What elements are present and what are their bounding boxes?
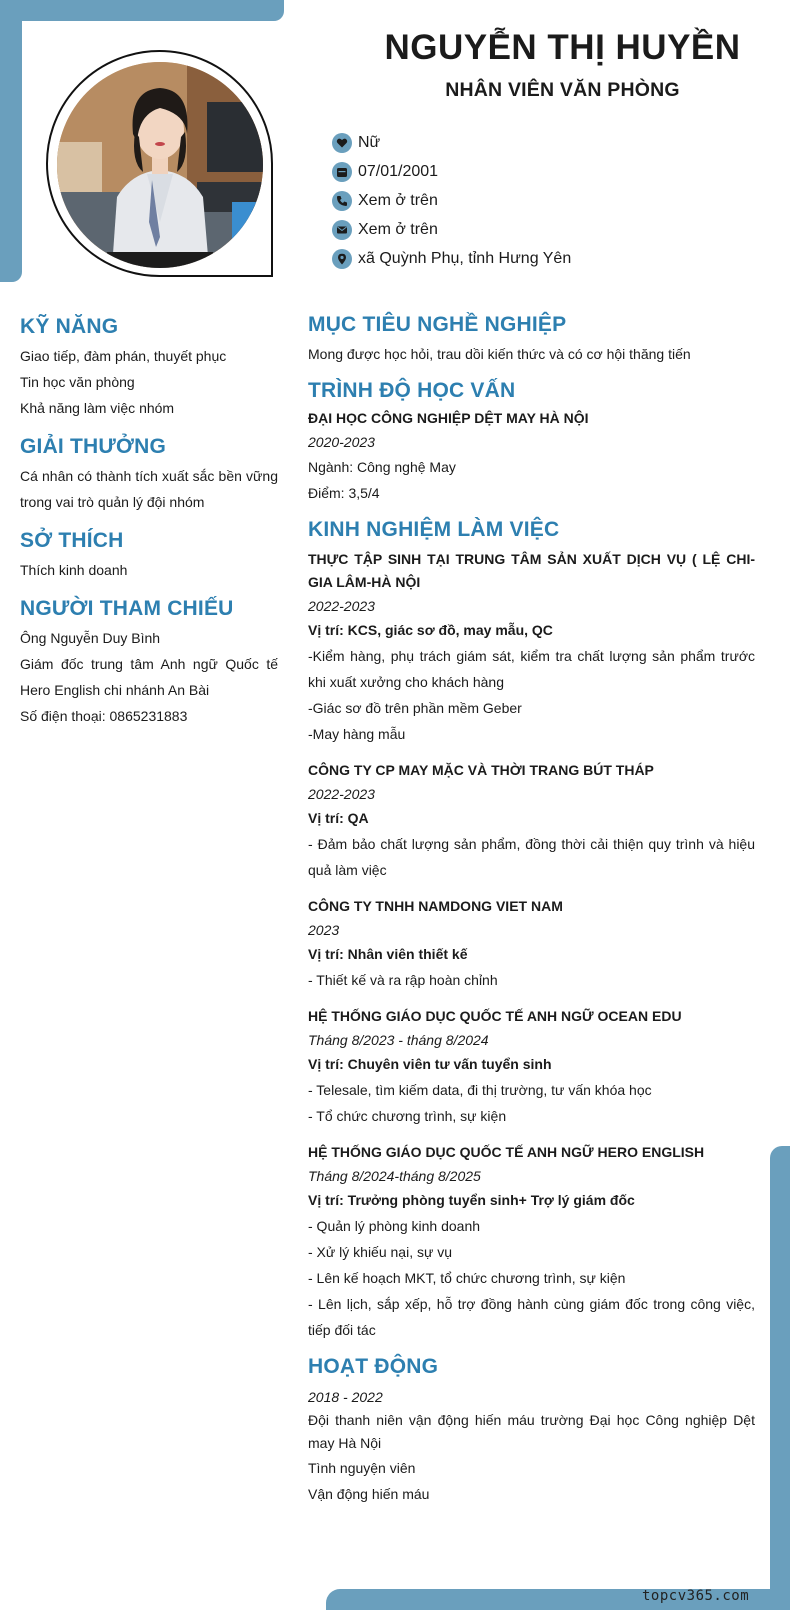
gender-value: Nữ (358, 133, 381, 151)
job-duty: - Lên kế hoạch MKT, tổ chức chương trình, sự kiện (308, 1270, 626, 1286)
calendar-icon (332, 162, 352, 182)
candidate-name: NGUYỄN THỊ HUYỀN (384, 28, 741, 67)
activity-item: Vận động hiến máu (308, 1486, 430, 1502)
phone-value: Xem ở trên (358, 191, 438, 209)
skill-item: Tin học văn phòng (20, 374, 135, 390)
contact-phone (332, 186, 571, 215)
activity-period: 2018 - 2022 (308, 1389, 383, 1405)
awards-heading: GIẢI THƯỞNG (20, 435, 167, 458)
skills-heading: KỸ NĂNG (20, 315, 119, 338)
activity-entry (308, 1385, 755, 1507)
skill-item: Khả năng làm việc nhóm (20, 400, 175, 416)
decor-bar-left (0, 0, 22, 282)
contact-gender (332, 128, 571, 157)
contact-birthday (332, 157, 571, 186)
job-company: THỰC TẬP SINH TẠI TRUNG TÂM SẢN XUẤT DỊCH VỤ ( LỆ CHI-GIA LÂM-HÀ NỘI (308, 551, 755, 590)
hobbies-text: Thích kinh doanh (20, 562, 128, 578)
job-duty: -May hàng mẫu (308, 726, 406, 742)
job-role: Vị trí: KCS, giác sơ đồ, may mẫu, QC (308, 622, 553, 638)
job-duty: - Quản lý phòng kinh doanh (308, 1218, 481, 1234)
experience-heading: KINH NGHIỆM LÀM VIỆC (308, 518, 560, 541)
job-company: CÔNG TY CP MAY MẶC VÀ THỜI TRANG BÚT THÁP (308, 762, 654, 778)
job-duty: - Lên lịch, sắp xếp, hỗ trợ đồng hành cùng giám đốc trong công việc, tiếp đối tác (308, 1296, 755, 1338)
job-period: Tháng 8/2023 - tháng 8/2024 (308, 1032, 489, 1048)
job-period: Tháng 8/2024-tháng 8/2025 (308, 1168, 481, 1184)
skill-item: Giao tiếp, đàm phán, thuyết phục (20, 348, 227, 364)
job-period: 2022-2023 (308, 786, 375, 802)
job-duty: - Đảm bảo chất lượng sản phẩm, đồng thời cải thiện quy trình và hiệu quả làm việc (308, 836, 755, 878)
contact-email (332, 215, 571, 244)
activities-heading: HOẠT ĐỘNG (308, 1355, 439, 1378)
decor-bar-top (0, 0, 284, 21)
job-period: 2023 (308, 922, 340, 938)
education-entry (308, 407, 755, 506)
reference-role: Giám đốc trung tâm Anh ngữ Quốc tế Hero English chi nhánh An Bài (20, 656, 278, 698)
decor-bar-right (770, 1146, 790, 1590)
education-heading: TRÌNH ĐỘ HỌC VẤN (308, 379, 516, 402)
job-role: Vị trí: Chuyên viên tư vấn tuyển sinh (308, 1056, 552, 1072)
location-icon (332, 249, 352, 269)
job-company: HỆ THỐNG GIÁO DỤC QUỐC TẾ ANH NGỮ HERO ENGLISH (308, 1144, 705, 1160)
education-score: Điểm: 3,5/4 (308, 485, 380, 501)
activity-item: Tình nguyện viên (308, 1460, 416, 1476)
reference-phone: Số điện thoại: 0865231883 (20, 708, 188, 724)
address-value: xã Quỳnh Phụ, tỉnh Hưng Yên (358, 249, 572, 267)
job-duty: -Kiểm hàng, phụ trách giám sát, kiểm tra chất lượng sản phẩm trước khi xuất xưởng cho khách hàng (308, 648, 755, 690)
job-duty: - Xử lý khiếu nại, sự vụ (308, 1244, 453, 1260)
gender-icon (332, 133, 352, 153)
reference-name: Ông Nguyễn Duy Bình (20, 630, 161, 646)
references-heading: NGƯỜI THAM CHIẾU (20, 597, 234, 620)
job-entry (308, 759, 755, 883)
contact-address (332, 244, 571, 273)
job-role: Vị trí: Trưởng phòng tuyển sinh+ Trợ lý giám đốc (308, 1192, 635, 1208)
job-company: HỆ THỐNG GIÁO DỤC QUỐC TẾ ANH NGỮ OCEAN EDU (308, 1008, 682, 1024)
activity-description: Đội thanh niên vận động hiến máu trường Đại học Công nghiệp Dệt may Hà Nội (308, 1412, 755, 1451)
phone-icon (332, 191, 352, 211)
job-duty: - Thiết kế và ra rập hoàn chỉnh (308, 972, 498, 988)
watermark: topcv365.com (642, 1588, 750, 1604)
contact-info (332, 128, 571, 273)
right-column (308, 313, 755, 1507)
job-entry (308, 1141, 755, 1343)
job-period: 2022-2023 (308, 598, 375, 614)
left-column (20, 315, 278, 729)
school-name: ĐẠI HỌC CÔNG NGHIỆP DỆT MAY HÀ NỘI (308, 410, 589, 426)
job-entry (308, 1005, 755, 1129)
hobbies-heading: SỞ THÍCH (20, 529, 124, 552)
job-entry (308, 895, 755, 993)
job-role: Vị trí: QA (308, 810, 369, 826)
job-duty: - Tổ chức chương trình, sự kiện (308, 1108, 507, 1124)
birthday-value: 07/01/2001 (358, 162, 439, 180)
job-duty: - Telesale, tìm kiếm data, đi thị trường, tư vấn khóa học (308, 1082, 652, 1098)
skills-list (20, 343, 278, 421)
education-period: 2020-2023 (308, 434, 375, 450)
objective-text: Mong được học hỏi, trau dồi kiến thức và có cơ hội thăng tiến (308, 346, 691, 362)
job-role: Vị trí: Nhân viên thiết kế (308, 946, 468, 962)
job-company: CÔNG TY TNHH NAMDONG VIET NAM (308, 898, 563, 914)
job-entry (308, 548, 755, 747)
awards-text: Cá nhân có thành tích xuất sắc bền vững trong vai trò quản lý đội nhóm (20, 468, 278, 510)
email-value: Xem ở trên (358, 220, 438, 238)
job-title: NHÂN VIÊN VĂN PHÒNG (445, 79, 680, 101)
education-major: Ngành: Công nghệ May (308, 459, 456, 475)
profile-photo (57, 62, 263, 268)
mail-icon (332, 220, 352, 240)
job-duty: -Giác sơ đồ trên phần mềm Geber (308, 700, 522, 716)
objective-heading: MỤC TIÊU NGHỀ NGHIỆP (308, 313, 567, 336)
